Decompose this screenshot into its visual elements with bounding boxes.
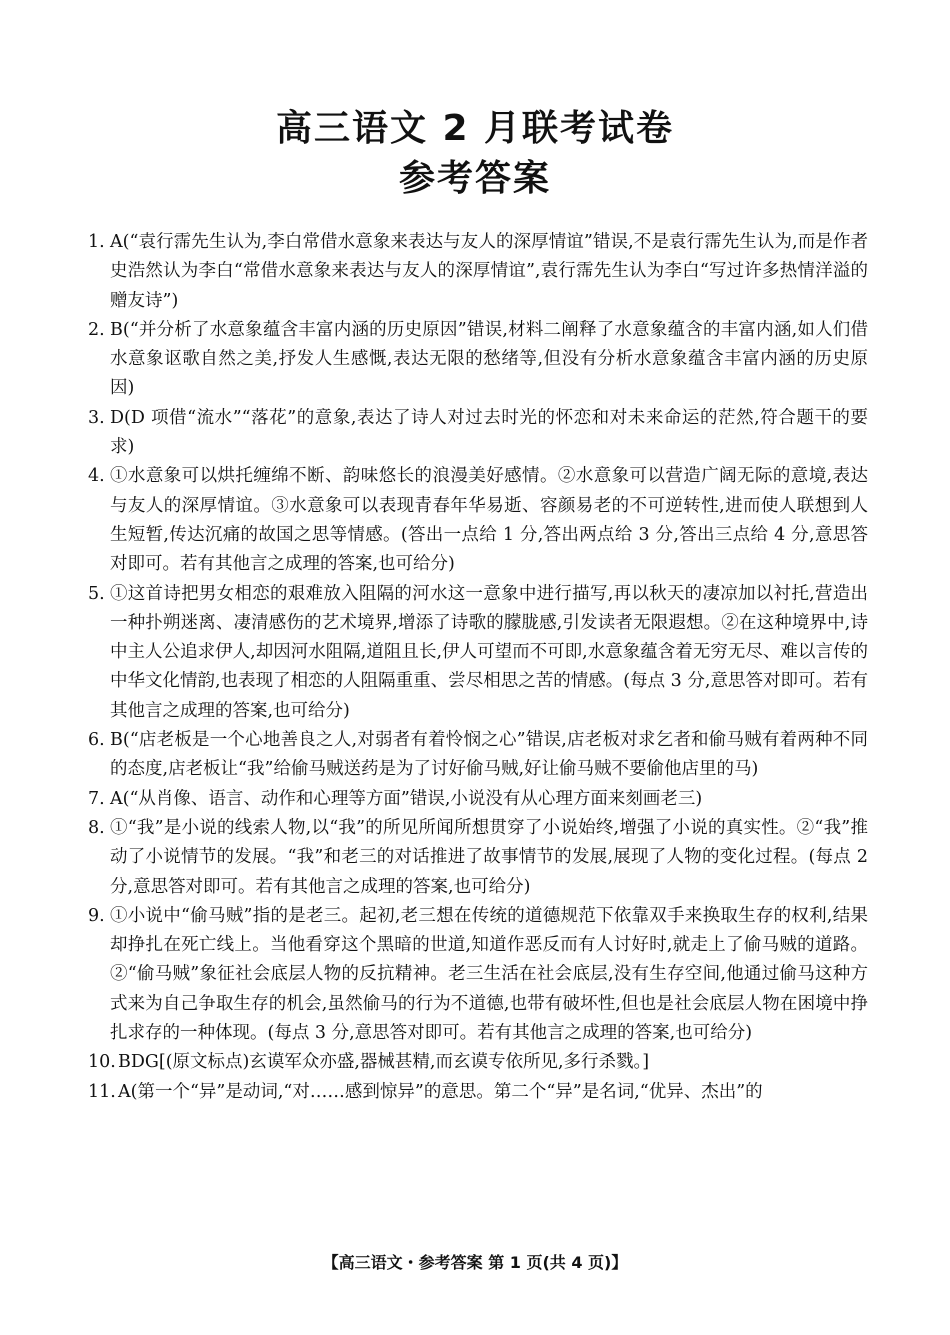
answer-number: 5. xyxy=(88,583,105,604)
answer-text: A(第一个“异”是动词,“对……感到惊异”的意思。第二个“异”是名词,“优异、杰出”的 xyxy=(118,1081,763,1102)
page-subtitle: 参考答案 xyxy=(398,158,551,199)
answer-number: 2. xyxy=(88,319,105,340)
answer-item-9 xyxy=(88,902,868,1048)
answer-text: A(“从肖像、语言、动作和心理等方面”错误,小说没有从心理方面来刻画老三) xyxy=(110,788,703,809)
answer-number: 6. xyxy=(88,730,105,751)
answer-item-11 xyxy=(88,1078,868,1107)
answer-number: 9. xyxy=(88,905,105,926)
answer-number: 8. xyxy=(88,817,105,838)
answer-number: 10. xyxy=(88,1052,116,1073)
answer-item-10 xyxy=(88,1048,868,1077)
answer-list xyxy=(88,228,868,1107)
answer-item-6 xyxy=(88,726,868,785)
answer-item-8 xyxy=(88,814,868,902)
answer-text: ①水意象可以烘托缠绵不断、韵味悠长的浪漫美好感情。②水意象可以营造广阔无际的意境,表达与友人的深厚情谊。③水意象可以表现青春年华易逝、容颜易老的不可逆转性,进而使人联想到人生短暂,传达沉痛的故国之思等情感。(答出一点给 1 分,答出两点给 3 分,答出三点给 4 分,意思答对即可。若有其他言之成理的答案,也可给分) xyxy=(110,466,868,575)
answer-text: D(D 项借“流水”“落花”的意象,表达了诗人对过去时光的怀恋和对未来命运的茫然,符合题干的要求) xyxy=(110,407,868,458)
answer-text: BDG[(原文标点)玄谟军众亦盛,器械甚精,而玄谟专依所见,多行杀戮。] xyxy=(118,1052,650,1073)
answer-text: ①这首诗把男女相恋的艰难放入阻隔的河水这一意象中进行描写,再以秋天的凄凉加以衬托,营造出一种扑朔迷离、凄清感伤的艺术境界,增添了诗歌的朦胧感,引发读者无限遐想。②在这种境界中,诗中主人公追求伊人,却因河水阻隔,道阻且长,伊人可望而不可即,水意象蕴含着无穷无尽、难以言传的中华文化情韵,也表现了相恋的人阻隔重重、尝尽相思之苦的情感。(每点 3 分,意思答对即可。若有其他言之成理的答案,也可给分) xyxy=(110,583,868,721)
answer-number: 3. xyxy=(88,407,105,428)
answer-text: B(“并分析了水意象蕴含丰富内涵的历史原因”错误,材料二阐释了水意象蕴含的丰富内涵,如人们借水意象讴歌自然之美,抒发人生感慨,表达无限的愁绪等,但没有分析水意象蕴含丰富内涵的历史原因) xyxy=(110,319,868,399)
answer-number: 4. xyxy=(88,466,105,487)
page-title: 高三语文 2 月联考试卷 xyxy=(275,108,675,149)
answer-item-7 xyxy=(88,785,868,814)
answer-number: 1. xyxy=(88,232,105,252)
answer-text: ①小说中“偷马贼”指的是老三。起初,老三想在传统的道德规范下依靠双手来换取生存的权利,结果却挣扎在死亡线上。当他看穿这个黑暗的世道,知道作恶反而有人讨好时,就走上了偷马贼的道路。②“偷马贼”象征社会底层人物的反抗精神。老三生活在社会底层,没有生存空间,他通过偷马这种方式来为自己争取生存的机会,虽然偷马的行为不道德,也带有破坏性,但也是社会底层人物在困境中挣扎求存的一种体现。(每点 3 分,意思答对即可。若有其他言之成理的答案,也可给分) xyxy=(110,905,868,1044)
answer-item-3 xyxy=(88,404,868,463)
answer-text: A(“袁行霈先生认为,李白常借水意象来表达与友人的深厚情谊”错误,不是袁行霈先生认为,而是作者史浩然认为李白“常借水意象来表达与友人的深厚情谊”,袁行霈先生认为李白“写过许多热情洋溢的赠友诗”) xyxy=(110,232,868,311)
answer-text: ①“我”是小说的线索人物,以“我”的所见所闻所想贯穿了小说始终,增强了小说的真实性。②“我”推动了小说情节的发展。“我”和老三的对话推进了故事情节的发展,展现了人物的变化过程。(每点 2 分,意思答对即可。若有其他言之成理的答案,也可给分) xyxy=(110,817,868,897)
answer-item-2 xyxy=(88,316,868,404)
answer-item-4 xyxy=(88,462,868,579)
answer-item-5 xyxy=(88,580,868,726)
answer-number: 11. xyxy=(88,1081,116,1102)
page-footer: 【高三语文・参考答案 第 1 页(共 4 页)】 xyxy=(322,1253,628,1272)
answer-number: 7. xyxy=(88,788,105,809)
answer-item-1 xyxy=(88,228,868,316)
answer-text: B(“店老板是一个心地善良之人,对弱者有着怜悯之心”错误,店老板对求乞者和偷马贼有着两种不同的态度,店老板让“我”给偷马贼送药是为了讨好偷马贼,好让偷马贼不要偷他店里的马) xyxy=(110,730,868,780)
